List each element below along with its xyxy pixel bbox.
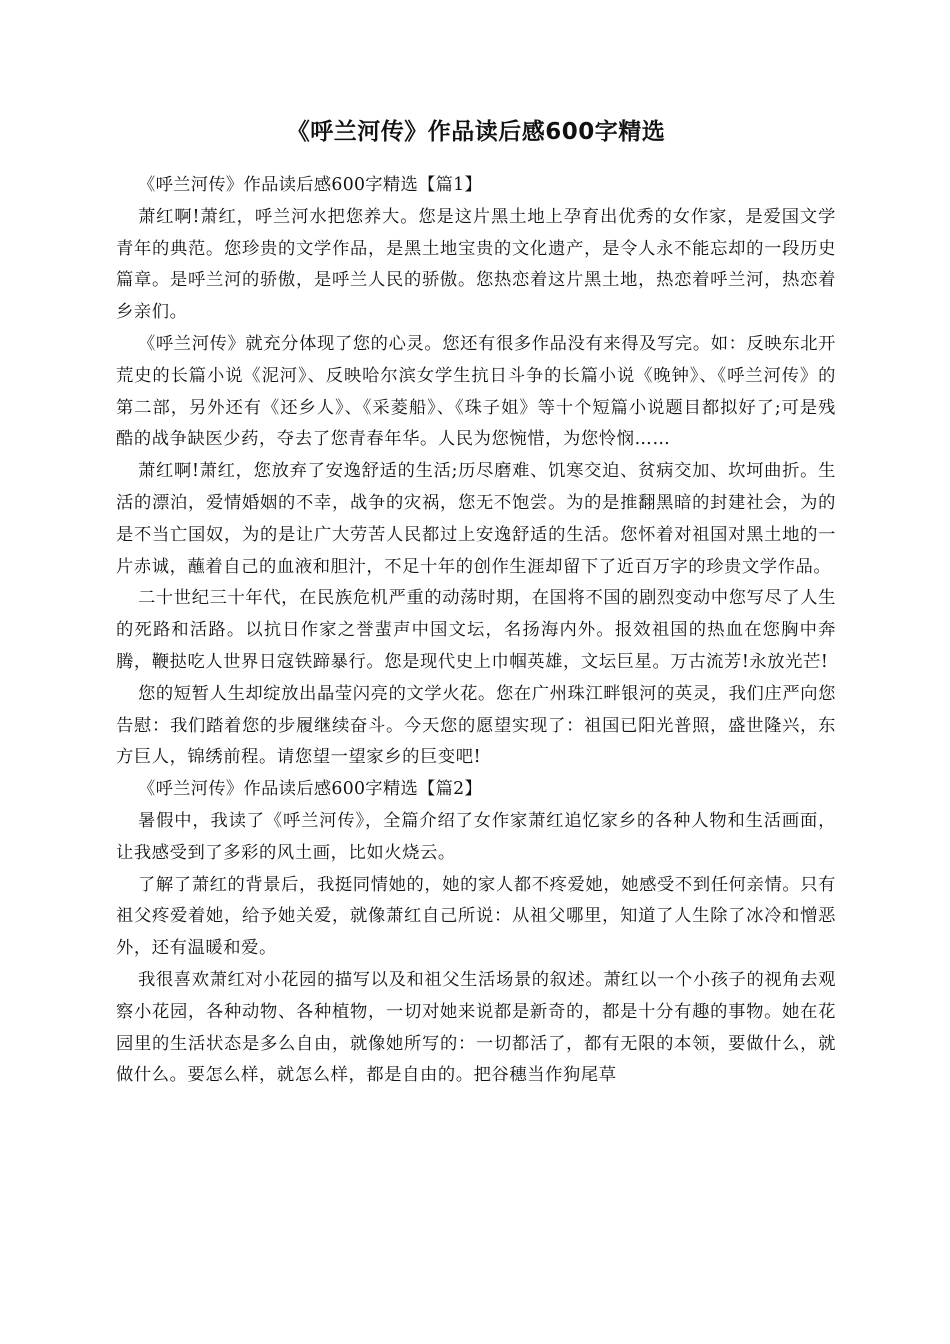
paragraph: 二十世纪三十年代，在民族危机严重的动荡时期，在国将不国的剧烈变动中您写尽了人生的死路和活路。以抗日作家之誉蜚声中国文坛，名扬海内外。报效祖国的热血在您胸中奔腾，鞭挞吃人世界日寇铁蹄暴行。您是现代史上巾帼英雄，文坛巨星。万古流芳!永放光芒!: [116, 588, 836, 672]
section-heading: 《呼兰河传》作品读后感600字精选【篇2】: [138, 779, 483, 800]
paragraph: 暑假中，我读了《呼兰河传》，全篇介绍了女作家萧红追忆家乡的各种人物和生活画面，让我感受到了多彩的风土画，比如火烧云。: [116, 810, 836, 863]
document-page: [116, 112, 836, 1092]
paragraph: 《呼兰河传》就充分体现了您的心灵。您还有很多作品没有来得及写完。如：反映东北开荒史的长篇小说《泥河》、反映哈尔滨女学生抗日斗争的长篇小说《晚钟》、《呼兰河传》的第二部，另外还有《还乡人》、《采菱船》、《珠子姐》等十个短篇小说题目都拟好了;可是残酷的战争缺医少药，夺去了您青春年华。人民为您惋惜，为您怜悯……: [116, 333, 836, 450]
paragraph: 您的短暂人生却绽放出晶莹闪亮的文学火花。您在广州珠江畔银河的英灵，我们庄严向您告慰：我们踏着您的步履继续奋斗。今天您的愿望实现了：祖国已阳光普照，盛世隆兴，东方巨人，锦绣前程。请您望一望家乡的巨变吧!: [116, 683, 836, 768]
paragraph: 萧红啊!萧红，呼兰河水把您养大。您是这片黑土地上孕育出优秀的女作家，是爱国文学青年的典范。您珍贵的文学作品，是黑土地宝贵的文化遗产，是令人永不能忘却的一段历史篇章。是呼兰河的骄傲，是呼兰人民的骄傲。您热恋着这片黑土地，热恋着呼兰河，热恋着乡亲们。: [116, 206, 836, 323]
paragraph: 了解了萧红的背景后，我挺同情她的，她的家人都不疼爱她，她感受不到任何亲情。只有祖父疼爱着她，给予她关爱，就像萧红自己所说：从祖父哪里，知道了人生除了冰冷和憎恶外，还有温暖和爱。: [116, 874, 836, 959]
paragraph: 我很喜欢萧红对小花园的描写以及和祖父生活场景的叙述。萧红以一个小孩子的视角去观察小花园，各种动物、各种植物，一切对她来说都是新奇的，都是十分有趣的事物。她在花园里的生活状态是多么自由，就像她所写的：一切都活了，都有无限的本领，要做什么，就做什么。要怎么样，就怎么样，都是自由的。把谷穗当作狗尾草: [116, 969, 836, 1086]
paragraph: 萧红啊!萧红，您放弃了安逸舒适的生活;历尽磨难、饥寒交迫、贫病交加、坎坷曲折。生活的漂泊，爱情婚姻的不幸，战争的灾祸，您无不饱尝。为的是推翻黑暗的封建社会，为的是不当亡国奴，为的是让广大劳苦人民都过上安逸舒适的生活。您怀着对祖国对黑土地的一片赤诚，蘸着自己的血液和胆汁，不足十年的创作生涯却留下了近百万字的珍贵文学作品。: [116, 461, 836, 577]
section-1: [116, 170, 836, 774]
section-heading: 《呼兰河传》作品读后感600字精选【篇1】: [138, 175, 483, 195]
section-2: [116, 774, 836, 1092]
document-title: 《呼兰河传》作品读后感600字精选: [286, 119, 666, 145]
